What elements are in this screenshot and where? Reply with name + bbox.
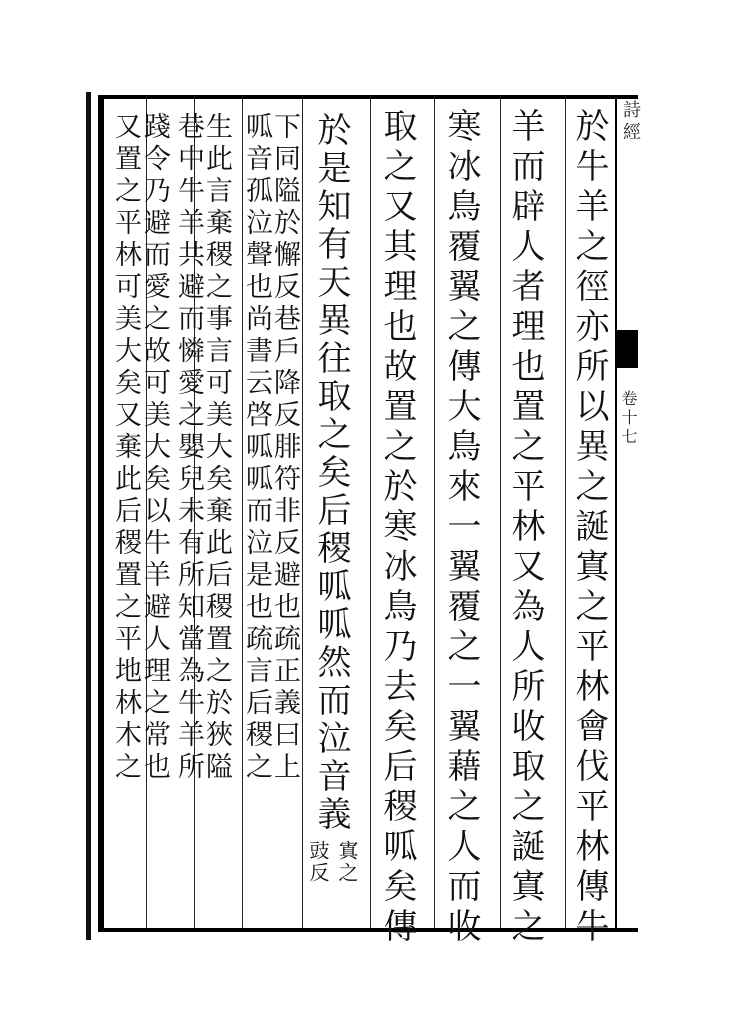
annotation-right: 寘之 [335, 840, 359, 884]
column-rule [565, 98, 566, 928]
text-column-7: 呱音孤泣聲也尚書云啓呱呱而泣是也疏言后稷之 [241, 112, 272, 784]
text-column-5: 於是知有天異往取之矣后稷呱呱然而泣音義 [311, 112, 351, 834]
text-column-6: 下同隘於懈反巷戶降反腓符非反避也疏正義曰上 [269, 112, 300, 784]
text-column-10: 踐令乃避而愛之故可美大矣以牛羊避人理之常也 [139, 112, 170, 784]
margin-title: 詩經 [620, 100, 641, 144]
text-column-3: 寒冰鳥覆翼之傳大鳥來一翼覆之一翼藉之人而收 [441, 108, 481, 948]
annotation-left: 豉反 [306, 840, 330, 884]
column-rule [302, 98, 303, 928]
text-column-1: 於牛羊之徑亦所以異之誕寘之平林會伐平林傳牛 [569, 108, 609, 948]
margin-volume: 卷十七 [619, 390, 638, 447]
column-rule [370, 98, 371, 928]
fishtail-mark [616, 330, 638, 368]
page-margin-block [615, 96, 640, 932]
page-edge-line [86, 92, 91, 940]
column-rule [434, 98, 435, 928]
text-column-4: 取之又其理也故置之於寒冰鳥乃去矣后稷呱矣傳 [377, 108, 417, 948]
text-column-2: 羊而辟人者理也置之平林又為人所收取之誕寘之 [505, 108, 545, 948]
column-rule [500, 98, 501, 928]
text-column-8: 生此言棄稷之事言可美大矣棄此后稷置之於狹隘 [201, 112, 232, 784]
text-column-9: 巷中牛羊共避而憐愛之嬰兒未有所知當為牛羊所 [173, 112, 204, 784]
text-column-11: 又置之平林可美大矣又棄此后稷置之平地林木之 [110, 112, 141, 784]
